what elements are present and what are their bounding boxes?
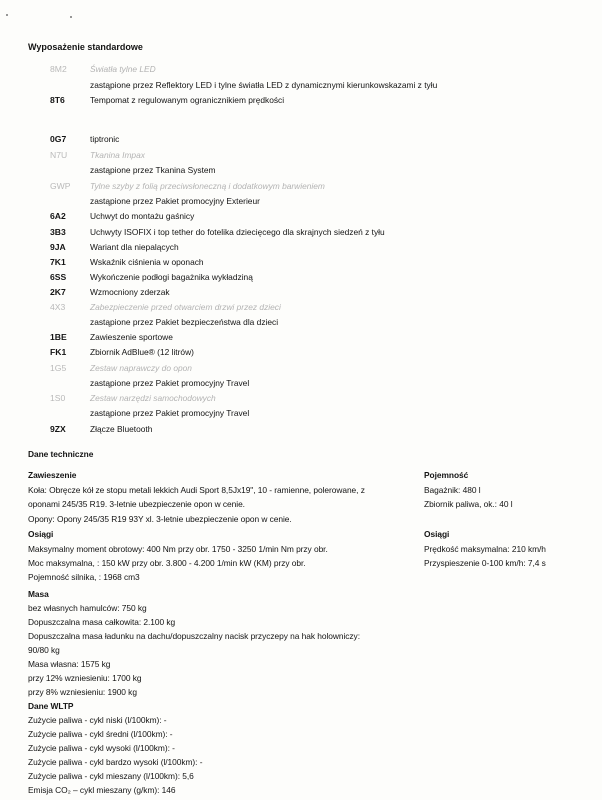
item-code: 1BE <box>50 332 67 342</box>
item-replacement: zastąpione przez Pakiet promocyjny Exterieur <box>90 196 260 206</box>
item-desc: Wzmocniony zderzak <box>90 287 170 297</box>
item-replacement: zastąpione przez Tkanina System <box>90 165 216 175</box>
item-desc: tiptronic <box>90 134 120 144</box>
mass-title: Masa <box>28 589 49 599</box>
item-code: 8M2 <box>50 64 67 74</box>
item-code: 0G7 <box>50 134 67 144</box>
item-code: FK1 <box>50 347 67 357</box>
item-desc: Zestaw narzędzi samochodowych <box>90 393 216 403</box>
tech-heading: Dane techniczne <box>28 449 94 459</box>
wltp-title: Dane WLTP <box>28 701 74 711</box>
wltp-co2: Emisja CO₂ – cykl mieszany (g/km): 146 <box>28 785 176 795</box>
wltp-mixed: Zużycie paliwa - cykl mieszany (l/100km): 5,6 <box>28 771 194 781</box>
engine-torque: Maksymalny moment obrotowy: 400 Nm przy obr. 1750 - 3250 1/min Nm przy obr. <box>28 544 328 554</box>
performance-vmax: Prędkość maksymalna: 210 km/h <box>424 544 546 554</box>
capacity-trunk: Bagażnik: 480 l <box>424 485 481 495</box>
item-replacement: zastąpione przez Pakiet promocyjny Travel <box>90 408 250 418</box>
item-desc: Uchwyty ISOFIX i top tether do fotelika dziecięcego dla skrajnych siedzeń z tyłu <box>90 227 385 237</box>
item-desc: Wariant dla niepalących <box>90 242 179 252</box>
item-code: 1G5 <box>50 363 67 373</box>
item-code: 2K7 <box>50 287 66 297</box>
item-desc: Zestaw naprawczy do opon <box>90 363 192 373</box>
item-code: 7K1 <box>50 257 66 267</box>
item-code: 6SS <box>50 272 67 282</box>
item-replacement: zastąpione przez Reflektory LED i tylne światła LED z dynamicznymi kierunkowskazami z tyłu <box>90 80 438 90</box>
mass-unbraked: bez własnych hamulców: 750 kg <box>28 603 147 613</box>
engine-title: Osiągi <box>28 529 54 539</box>
item-replacement: zastąpione przez Pakiet bezpieczeństwa dla dzieci <box>90 317 279 327</box>
mass-curb: Masa własna: 1575 kg <box>28 659 111 669</box>
item-code: 3B3 <box>50 227 66 237</box>
equipment-heading: Wyposażenie standardowe <box>28 42 143 52</box>
item-desc: Tkanina Impax <box>90 150 145 160</box>
wltp-low: Zużycie paliwa - cykl niski (l/100km): - <box>28 715 167 725</box>
item-desc: Zabezpieczenie przed otwarciem drzwi przez dzieci <box>90 302 281 312</box>
suspension-wheels: Koła: Obręcze kół ze stopu metali lekkich Audi Sport 8,5Jx19", 10 - ramienne, polerowane, z <box>28 485 365 495</box>
suspension-wheels-cont: oponami 245/35 R19. 3-letnie ubezpieczenie opon w cenie. <box>28 499 245 509</box>
item-desc: Wskaźnik ciśnienia w oponach <box>90 257 204 267</box>
item-desc: Uchwyt do montażu gaśnicy <box>90 211 195 221</box>
wltp-extra-high: Zużycie paliwa - cykl bardzo wysoki (l/100km): - <box>28 757 203 767</box>
performance-title: Osiągi <box>424 529 450 539</box>
item-desc: Zbiornik AdBlue® (12 litrów) <box>90 347 194 357</box>
mass-gross: Dopuszczalna masa całkowita: 2.100 kg <box>28 617 176 627</box>
item-code: GWP <box>50 181 71 191</box>
item-desc: Zawieszenie sportowe <box>90 332 173 342</box>
scan-speck <box>70 16 72 18</box>
engine-displacement: Pojemność silnika, : 1968 cm3 <box>28 572 140 582</box>
wltp-high: Zużycie paliwa - cykl wysoki (l/100km): - <box>28 743 175 753</box>
engine-power: Moc maksymalna, : 150 kW przy obr. 3.800 - 4.200 1/min kW (KM) przy obr. <box>28 558 306 568</box>
suspension-title: Zawieszenie <box>28 470 77 480</box>
mass-slope-12: przy 12% wzniesieniu: 1700 kg <box>28 673 142 683</box>
item-desc: Światła tylne LED <box>90 64 156 74</box>
wltp-mid: Zużycie paliwa - cykl średni (l/100km): - <box>28 729 173 739</box>
performance-accel: Przyspieszenie 0-100 km/h: 7,4 s <box>424 558 546 568</box>
capacity-title: Pojemność <box>424 470 469 480</box>
item-replacement: zastąpione przez Pakiet promocyjny Travel <box>90 378 250 388</box>
item-code: 8T6 <box>50 95 65 105</box>
mass-slope-8: przy 8% wzniesieniu: 1900 kg <box>28 687 137 697</box>
scan-speck <box>6 14 8 16</box>
item-desc: Wykończenie podłogi bagażnika wykładziną <box>90 272 253 282</box>
item-code: 4X3 <box>50 302 66 312</box>
mass-roof-value: 90/80 kg <box>28 645 60 655</box>
capacity-tank: Zbiornik paliwa, ok.: 40 l <box>424 499 513 509</box>
mass-roof: Dopuszczalna masa ładunku na dachu/dopuszczalny nacisk przyczepy na hak holowniczy: <box>28 631 360 641</box>
suspension-tyres: Opony: Opony 245/35 R19 93Y xl. 3-letnie ubezpieczenie opon w cenie. <box>28 514 292 524</box>
item-desc: Tylne szyby z folią przeciwsłoneczną i dodatkowym barwieniem <box>90 181 325 191</box>
item-code: 1S0 <box>50 393 66 403</box>
item-code: 9JA <box>50 242 66 252</box>
item-code: 9ZX <box>50 424 66 434</box>
item-code: 6A2 <box>50 211 66 221</box>
item-code: N7U <box>50 150 68 160</box>
item-desc: Tempomat z regulowanym ogranicznikiem prędkości <box>90 95 285 105</box>
item-desc: Złącze Bluetooth <box>90 424 153 434</box>
